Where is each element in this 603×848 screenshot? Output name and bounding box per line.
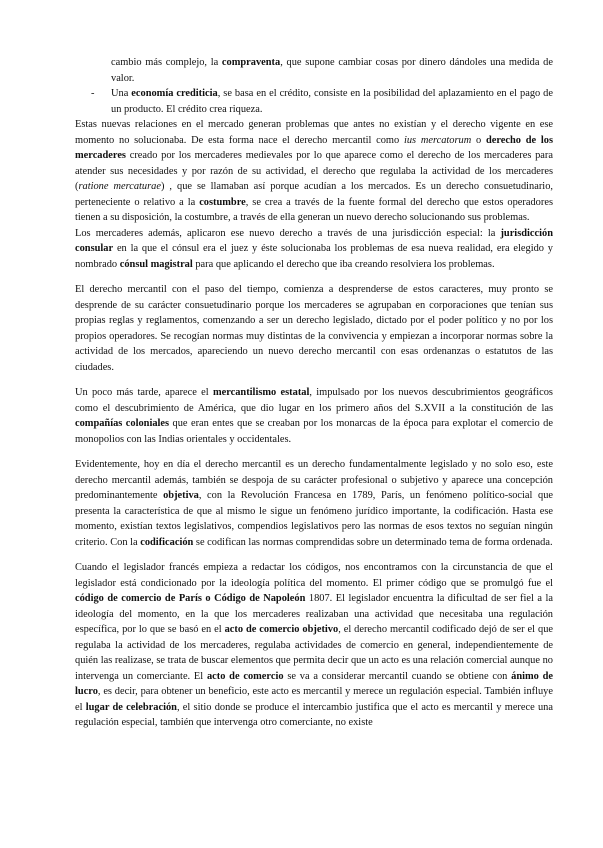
italic-term: ratione mercaturae: [78, 181, 161, 192]
bold-term: acto de comercio: [206, 670, 284, 682]
text-run: , que supone cambiar cosas por dinero dándoles una medida de valor.: [111, 57, 553, 84]
bold-term: compañías coloniales: [75, 418, 170, 429]
bold-term: cónsul magistral: [119, 258, 193, 270]
bold-term: costumbre: [199, 196, 246, 208]
bold-term: lugar de celebración: [85, 701, 177, 713]
text-run: cambio más complejo, la: [111, 57, 222, 68]
bold-term: jurisdicción consular: [75, 227, 553, 254]
bullet-marker: -: [91, 88, 95, 99]
text-run: Una: [111, 88, 132, 99]
italic-term: ius mercatorum: [403, 134, 472, 146]
text-run: en la que el cónsul era el juez y éste solucionaba los problemas de esa nueva realidad, era elegido y nombrado: [75, 243, 553, 270]
text-run: se va a considerar mercantil cuando se obtiene con: [283, 670, 512, 682]
paragraph: [111, 55, 553, 86]
text-run: Los mercaderes además, aplicaron ese nuevo derecho a través de una jurisdicción especial: la: [75, 227, 501, 239]
paragraph: [75, 226, 553, 273]
bold-term: codificación: [140, 536, 194, 548]
text-run: se codifican las normas comprendidas sobre un determinado tema de forma ordenada.: [193, 536, 553, 548]
text-run: , el derecho mercantil codificado dejó de ser el que regulaba la actividad de los mercaderes, regulaba actividades de comercio en general, independientemente de quién las realizase, se trata de buscar elementos que permita decir que un acto es una relación comercial aunque no intervenga un comerciante. El: [75, 624, 553, 682]
bold-term: código de comercio de París o Código de Napoleón: [75, 593, 306, 604]
paragraph: [75, 282, 553, 375]
bold-term: objetiva: [163, 490, 199, 501]
text-run: ) , que se llamaban así porque acudían a los mercados. Es un derecho consuetudinario, perteneciente o relativo a la: [75, 181, 553, 208]
text-run: , se basa en el crédito, consiste en la posibilidad del aplazamiento en el pago de un producto. El crédito crea riqueza.: [111, 88, 553, 115]
bold-term: economía crediticia: [131, 88, 218, 99]
paragraph: [75, 457, 553, 550]
bold-term: derecho de los mercaderes: [75, 134, 553, 161]
text-run: , es decir, para obtener un beneficio, este acto es mercantil y merece un regulación especial. También influye el: [75, 686, 553, 713]
text-run: , con la Revolución Francesa en 1789, París, un fenómeno político-social que presenta la característica de que al mismo le sigue un fenómeno jurídico importante, la codificación. Hasta ese momento, existían textos legislativos, compendios legislativos pero las normas de esos textos no seguían ningún criterio. Con la: [75, 490, 553, 548]
text-run: Un poco más tarde, aparece el: [75, 387, 213, 398]
text-run: , se crea a través de la fuente formal del derecho que estos operadores tienen a su disposición, la costumbre, a través de ella generan un nuevo derecho solucionando sus problemas.: [75, 196, 553, 223]
text-run: Evidentemente, hoy en día el derecho mercantil es un derecho fundamentalmente legislado y no solo eso, este derecho mercantil además, también se despoja de su carácter profesional o subjetivo y aparece una concepción predominantemente: [75, 459, 553, 501]
text-run: El derecho mercantil con el paso del tiempo, comienza a desprenderse de estos caracteres, muy pronto se desprende de su carácter consuetudinario porque los mercaderes se agrupaban en corporaciones que tenían sus propias reglas y reglamentos, comenzando a ser un derecho legislado, dictado por el poder político y no por los propios operadores. Se recogían normas muy distintas de la convivencia y empiezan a incorporar normas sobre la actividad de los mercados, apareciendo un nuevo derecho mercantil con esas ordenanzas o estatutos de las ciudades.: [75, 284, 553, 373]
text-run: Cuando el legislador francés empieza a redactar los códigos, nos encontramos con la circunstancia de que el legislador está condicionado por la ideología política del momento. El primer código que se promulgó fue el: [75, 562, 553, 589]
paragraph: [75, 385, 553, 447]
text-run: creado por los mercaderes medievales por lo que aparece como el derecho de los mercaderes para atender sus necesidades y por razón de su actividad, el derecho que regulaba la actividad de los mercaderes (: [75, 150, 553, 192]
paragraph: [75, 86, 553, 117]
text-run: Estas nuevas relaciones en el mercado generan problemas que antes no existían y el derecho vigente en ese momento no solucionaba. De esta forma nace el derecho mercantil como: [75, 119, 553, 146]
text-run: que eran entes que se creaban por los monarcas de la época para explotar el comercio de monopolios con las Indias orientales y occidentales.: [75, 418, 553, 445]
bold-term: compraventa: [221, 57, 281, 68]
bold-term: mercantilismo estatal: [212, 387, 310, 398]
bold-term: acto de comercio objetivo: [224, 624, 339, 635]
text-run: , impulsado por los nuevos descubrimientos geográficos como el descubrimiento de América, que dio lugar en los primero años del S.XVII a la constitución de las: [75, 387, 553, 414]
paragraph: [75, 560, 553, 731]
text-run: 1807. El legislador encuentra la dificultad de ser fiel a la ideología del momento, en la que los mercaderes realizaban una actividad que necesitaba una regulación específica, por lo que se basó en el: [75, 593, 553, 635]
text-run: o: [471, 134, 486, 146]
text-run: , el sitio donde se produce el intercambio justifica que el acto es mercantil y merece una regulación especial, también que intervenga otro comerciante, no existe: [75, 701, 553, 728]
paragraph: [75, 117, 553, 226]
bold-term: ánimo de lucro: [75, 670, 554, 697]
text-run: para que aplicando el derecho que iba creando resolviera los problemas.: [192, 258, 495, 270]
